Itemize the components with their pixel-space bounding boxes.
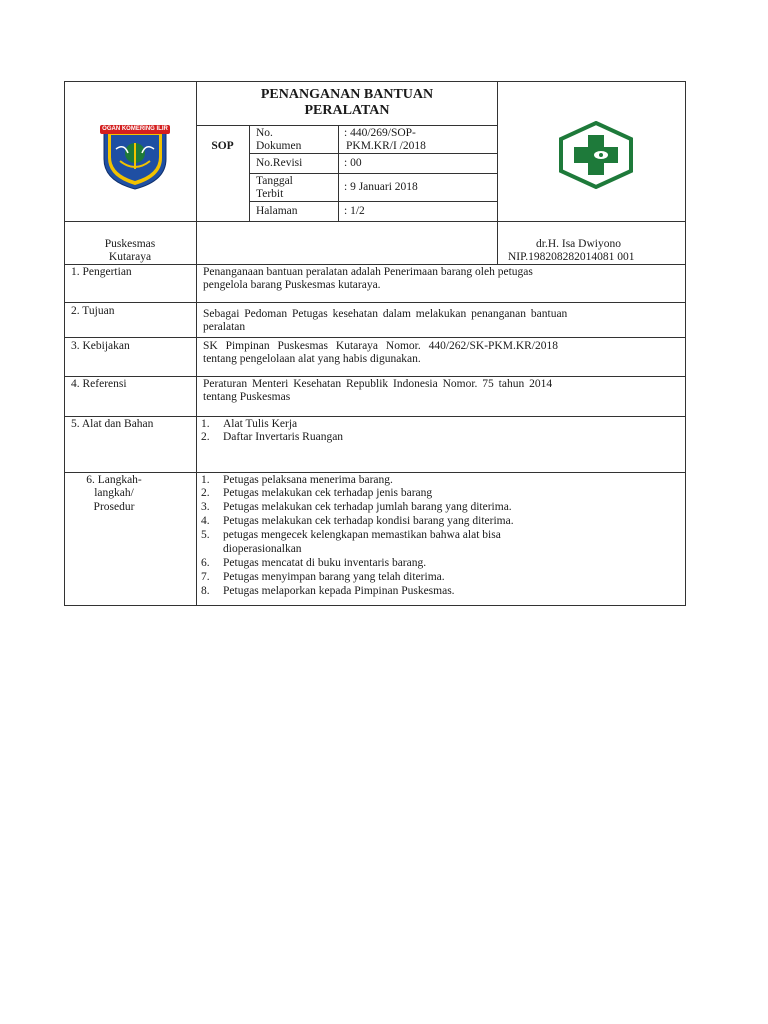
title-line-2: PERALATAN xyxy=(304,103,390,118)
alat-item: Alat Tulis Kerja xyxy=(223,418,298,430)
org-name-line-1: Puskesmas xyxy=(104,238,156,250)
step-number: 4. xyxy=(201,515,210,527)
pengertian-line-2: pengelola barang Puskesmas kutaraya. xyxy=(203,279,381,291)
step-text: Petugas melakukan cek terhadap jenis barang xyxy=(223,487,433,499)
step-text: Petugas pelaksana menerima barang. xyxy=(223,474,393,486)
referensi-line-2: tentang Puskesmas xyxy=(203,391,291,403)
divider xyxy=(249,153,497,154)
meta-no-dokumen-label-1: No. xyxy=(256,127,273,139)
logo-text: OGAN KOMERING ILIR xyxy=(102,126,168,132)
section-label-kebijakan: 3. Kebijakan xyxy=(71,340,130,352)
section-label-referensi: 4. Referensi xyxy=(71,378,127,390)
meta-no-dokumen-value-2: PKM.KR/I /2018 xyxy=(346,140,426,152)
step-text: Petugas melakukan cek terhadap jumlah barang yang diterima. xyxy=(223,501,512,513)
alat-item: Daftar Invertaris Ruangan xyxy=(223,431,344,443)
step-text-continuation: dioperasionalkan xyxy=(223,543,302,555)
step-text: Petugas melakukan cek terhadap kondisi barang yang diterima. xyxy=(223,515,514,527)
meta-tanggal-label-1: Tanggal xyxy=(256,175,293,187)
kebijakan-line-2: tentang pengelolaan alat yang habis digunakan. xyxy=(203,353,421,365)
meta-no-dokumen-label-2: Dokumen xyxy=(256,140,302,152)
step-number: 1. xyxy=(201,474,210,486)
divider xyxy=(64,416,686,417)
kebijakan-line-1: SK Pimpinan Puskesmas Kutaraya Nomor. 440/262/SK-PKM.KR/2018 xyxy=(203,340,558,352)
step-text: Petugas melaporkan kepada Pimpinan Puskesmas. xyxy=(223,585,455,597)
title-line-1: PENANGANAN BANTUAN xyxy=(260,87,434,102)
sop-label: SOP xyxy=(211,140,234,152)
step-number: 8. xyxy=(201,585,210,597)
org-name-line-2: Kutaraya xyxy=(108,251,152,263)
step-text: petugas mengecek kelengkapan memastikan bahwa alat bisa xyxy=(223,529,501,541)
divider xyxy=(64,472,686,473)
divider xyxy=(196,125,497,126)
divider xyxy=(64,302,686,303)
divider xyxy=(249,201,497,202)
section-label-langkah-3: Prosedur xyxy=(93,501,135,513)
step-number: 2. xyxy=(201,487,210,499)
meta-revisi-value: : 00 xyxy=(344,157,362,169)
tujuan-line-2: peralatan xyxy=(203,321,246,333)
meta-halaman-value: : 1/2 xyxy=(344,205,365,217)
divider xyxy=(249,173,497,174)
signer-nip: NIP.198208282014081 001 xyxy=(508,251,635,263)
referensi-line-1: Peraturan Menteri Kesehatan Republik Indonesia Nomor. 75 tahun 2014 xyxy=(203,378,553,390)
divider xyxy=(196,81,197,606)
divider xyxy=(64,376,686,377)
pengertian-line-1: Penanganaan bantuan peralatan adalah Penerimaan barang oleh petugas xyxy=(203,266,533,278)
step-text: Petugas mencatat di buku inventaris barang. xyxy=(223,557,427,569)
meta-revisi-label: No.Revisi xyxy=(256,157,303,169)
alat-item-number: 1. xyxy=(201,418,210,430)
section-label-langkah-2: langkah/ xyxy=(94,487,134,499)
step-number: 3. xyxy=(201,501,210,513)
section-label-tujuan: 2. Tujuan xyxy=(71,305,115,317)
section-label-alat: 5. Alat dan Bahan xyxy=(71,418,154,430)
step-text: Petugas menyimpan barang yang telah diterima. xyxy=(223,571,445,583)
section-label-langkah-1: 6. Langkah- xyxy=(86,474,142,486)
meta-no-dokumen-value-1: : 440/269/SOP- xyxy=(344,127,416,139)
meta-halaman-label: Halaman xyxy=(256,205,298,217)
divider xyxy=(64,264,686,265)
meta-tanggal-value: : 9 Januari 2018 xyxy=(344,181,418,193)
signer-name: dr.H. Isa Dwiyono xyxy=(536,238,621,250)
alat-item-number: 2. xyxy=(201,431,210,443)
district-logo xyxy=(96,123,174,191)
step-number: 7. xyxy=(201,571,210,583)
step-number: 6. xyxy=(201,557,210,569)
tujuan-line-1: Sebagai Pedoman Petugas kesehatan dalam melakukan penanganan bantuan xyxy=(203,308,568,320)
step-number: 5. xyxy=(201,529,210,541)
divider xyxy=(64,221,686,222)
puskesmas-logo xyxy=(557,121,635,189)
section-label-pengertian: 1. Pengertian xyxy=(71,266,132,278)
document-title xyxy=(197,87,497,119)
divider xyxy=(497,81,498,264)
meta-tanggal-label-2: Terbit xyxy=(256,188,284,200)
divider xyxy=(64,337,686,338)
